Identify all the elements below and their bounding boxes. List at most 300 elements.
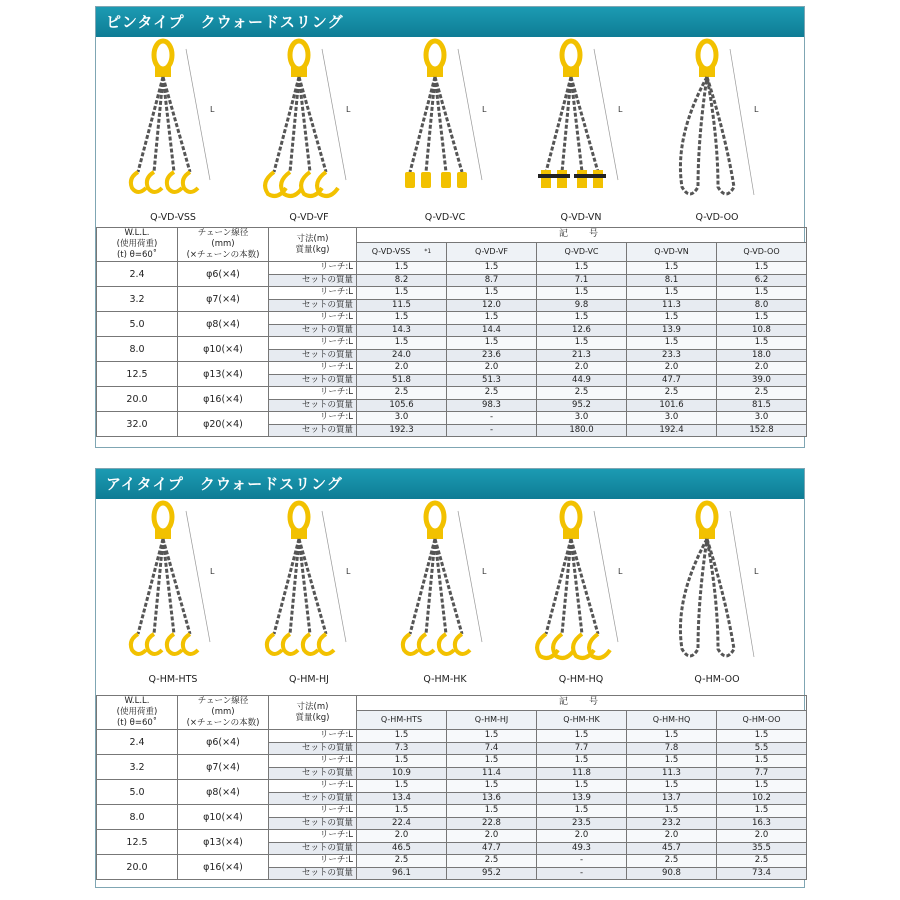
reach-label: リーチ:L	[269, 412, 357, 425]
hook	[167, 172, 182, 192]
chain-loop	[707, 77, 734, 194]
reach-label: リーチ:L	[269, 262, 357, 275]
hook	[455, 634, 470, 654]
reach-value: 1.5	[627, 287, 717, 300]
header-text: チェーン線径	[197, 228, 249, 238]
coupler	[563, 67, 579, 77]
reach-value: 1.5	[447, 780, 537, 793]
chain-leg	[410, 539, 435, 634]
mass-label: セットの質量	[269, 867, 357, 880]
mass-value: 22.4	[357, 817, 447, 830]
dimension-label: L	[346, 567, 351, 576]
table-row	[97, 780, 807, 793]
mass-value: 35.5	[717, 842, 807, 855]
reach-value: 1.5	[717, 780, 807, 793]
hook	[553, 634, 574, 658]
reach-value: 2.5	[447, 855, 537, 868]
header-text: (t) θ=60˚	[116, 718, 158, 728]
dimension-line	[322, 511, 346, 642]
coupler	[155, 529, 171, 539]
reach-value: 1.5	[357, 755, 447, 768]
model-caption: Q-HM-HQ	[558, 674, 604, 685]
sling-illustration	[662, 499, 772, 674]
reach-value: 1.5	[447, 287, 537, 300]
chain-value: φ10(×4)	[178, 337, 269, 362]
chain-value: φ7(×4)	[178, 287, 269, 312]
model-header	[447, 710, 537, 729]
dimension-line	[322, 49, 346, 180]
table-row	[97, 755, 807, 768]
coupler	[427, 529, 443, 539]
mass-value: 11.8	[537, 767, 627, 780]
reach-label: リーチ:L	[269, 312, 357, 325]
mass-value: 180.0	[537, 424, 627, 437]
reach-value: 1.5	[627, 730, 717, 743]
mass-value: 13.7	[627, 792, 717, 805]
symbol-header: 記 号	[357, 696, 807, 711]
coupler	[427, 67, 443, 77]
header-text: (mm)	[211, 707, 235, 717]
model-caption: Q-VD-VSS	[150, 212, 196, 223]
hook	[131, 634, 146, 654]
section-title: ピンタイプ クウォードスリング	[96, 7, 804, 37]
chain-loop	[680, 539, 707, 656]
reach-label: リーチ:L	[269, 387, 357, 400]
mass-value: 47.7	[627, 374, 717, 387]
clamp	[593, 170, 603, 188]
model-caption: Q-HM-HTS	[148, 674, 198, 685]
table-row	[97, 730, 807, 743]
mass-value: 12.0	[447, 299, 537, 312]
model-caption: Q-HM-HK	[423, 674, 467, 685]
master-link	[290, 41, 308, 69]
mass-value: 13.4	[357, 792, 447, 805]
wll-header	[97, 228, 178, 262]
product-image	[254, 37, 364, 227]
mass-value: 51.3	[447, 374, 537, 387]
header-text: (×チェーンの本数)	[186, 718, 260, 728]
reach-value: 1.5	[357, 287, 447, 300]
chain-value: φ6(×4)	[178, 262, 269, 287]
reach-value: 1.5	[357, 780, 447, 793]
dimension-line	[186, 511, 210, 642]
reach-value: 2.0	[537, 830, 627, 843]
model-caption: Q-VD-VC	[424, 212, 466, 223]
mass-value: 23.5	[537, 817, 627, 830]
chain-leg	[138, 539, 163, 634]
hook	[439, 634, 454, 654]
model-name: Q-VD-VF	[474, 247, 509, 257]
section-title: アイタイプ クウォードスリング	[96, 469, 804, 499]
sling-illustration	[390, 499, 500, 674]
hook	[283, 634, 298, 654]
reach-value: 1.5	[537, 287, 627, 300]
mass-value: 18.0	[717, 349, 807, 362]
reach-value: 1.5	[447, 262, 537, 275]
hook	[281, 172, 302, 196]
reach-value: 2.0	[627, 362, 717, 375]
mass-value: 21.3	[537, 349, 627, 362]
reach-value: 1.5	[357, 312, 447, 325]
dimension-header	[269, 228, 357, 262]
reach-value: 1.5	[627, 262, 717, 275]
hook	[319, 634, 334, 654]
dimension-line	[186, 49, 210, 180]
model-name: Q-HM-HTS	[380, 715, 423, 725]
reach-label: リーチ:L	[269, 780, 357, 793]
mass-value: 95.2	[537, 399, 627, 412]
mass-value: 73.4	[717, 867, 807, 880]
header-text: W.L.L.	[124, 696, 150, 706]
reach-label: リーチ:L	[269, 730, 357, 743]
footnote-mark: *1	[424, 248, 432, 256]
model-caption: Q-VD-VN	[560, 212, 602, 223]
table-row	[97, 262, 807, 275]
reach-value: 2.0	[357, 362, 447, 375]
header-text: (使用荷重)	[116, 239, 158, 249]
reach-value: 1.5	[717, 805, 807, 818]
mass-value: 46.5	[357, 842, 447, 855]
reach-value: 1.5	[357, 730, 447, 743]
wll-value: 3.2	[97, 287, 178, 312]
master-link	[562, 503, 580, 531]
reach-value: 1.5	[357, 262, 447, 275]
chain-value: φ16(×4)	[178, 387, 269, 412]
reach-value: 2.0	[717, 362, 807, 375]
chain-leg	[163, 77, 190, 172]
mass-value: 10.2	[717, 792, 807, 805]
wll-value: 2.4	[97, 262, 178, 287]
mass-value: 105.6	[357, 399, 447, 412]
master-link	[154, 41, 172, 69]
reach-value: 1.5	[537, 755, 627, 768]
mass-value: 192.3	[357, 424, 447, 437]
hook	[147, 634, 162, 654]
clevis	[457, 172, 467, 188]
product-image	[526, 499, 636, 689]
mass-value: 8.2	[357, 274, 447, 287]
reach-value: 3.0	[717, 412, 807, 425]
model-header	[627, 710, 717, 729]
chain-leg	[299, 77, 326, 172]
mass-value: 7.7	[537, 742, 627, 755]
mass-value: 12.6	[537, 324, 627, 337]
eye-type-section	[95, 468, 805, 888]
mass-value: 23.2	[627, 817, 717, 830]
mass-value: 44.9	[537, 374, 627, 387]
reach-label: リーチ:L	[269, 287, 357, 300]
clamp	[577, 170, 587, 188]
model-header	[717, 242, 807, 261]
reach-value: 1.5	[447, 312, 537, 325]
product-image	[390, 499, 500, 689]
dimension-line	[458, 511, 482, 642]
mass-value: 23.3	[627, 349, 717, 362]
master-link	[426, 503, 444, 531]
model-name: Q-HM-HQ	[652, 715, 691, 725]
reach-value: 1.5	[357, 337, 447, 350]
model-header	[357, 710, 447, 729]
hook	[303, 634, 318, 654]
table-row	[97, 287, 807, 300]
reach-value: 1.5	[717, 755, 807, 768]
model-name: Q-HM-HK	[563, 715, 600, 725]
reach-value: 1.5	[537, 730, 627, 743]
wll-value: 8.0	[97, 337, 178, 362]
header-text: (使用荷重)	[116, 707, 158, 717]
header-text: (t) θ=60˚	[116, 250, 158, 260]
chain-leg	[571, 77, 598, 172]
chain-leg	[410, 77, 435, 172]
wll-value: 8.0	[97, 805, 178, 830]
dimension-label: L	[754, 105, 759, 114]
reach-value: 2.5	[717, 855, 807, 868]
reach-value: 1.5	[537, 780, 627, 793]
mass-value: 152.8	[717, 424, 807, 437]
table-row	[97, 412, 807, 425]
model-header	[627, 242, 717, 261]
mass-label: セットの質量	[269, 842, 357, 855]
dimension-line	[594, 511, 618, 642]
dimension-label: L	[482, 567, 487, 576]
mass-label: セットの質量	[269, 742, 357, 755]
chain-value: φ20(×4)	[178, 412, 269, 437]
sling-illustration	[390, 37, 500, 212]
reach-value: 1.5	[717, 337, 807, 350]
mass-label: セットの質量	[269, 424, 357, 437]
reach-value: -	[447, 412, 537, 425]
table-row	[97, 337, 807, 350]
reach-label: リーチ:L	[269, 755, 357, 768]
mass-value: -	[537, 867, 627, 880]
mass-value: 11.5	[357, 299, 447, 312]
mass-value: 10.8	[717, 324, 807, 337]
mass-value: 7.8	[627, 742, 717, 755]
table-row	[97, 312, 807, 325]
mass-label: セットの質量	[269, 374, 357, 387]
chain-leg	[274, 77, 299, 172]
product-image	[662, 37, 772, 227]
mass-value: 47.7	[447, 842, 537, 855]
header-text: チェーン線径	[197, 696, 249, 706]
mass-value: -	[447, 424, 537, 437]
header-text: 質量(kg)	[295, 244, 330, 255]
hook	[167, 634, 182, 654]
chain-leg	[546, 539, 571, 634]
reach-value: 1.5	[537, 262, 627, 275]
mass-label: セットの質量	[269, 349, 357, 362]
hook	[317, 172, 338, 196]
reach-value: 1.5	[447, 755, 537, 768]
coupler	[699, 529, 715, 539]
reach-value: 3.0	[627, 412, 717, 425]
mass-value: 101.6	[627, 399, 717, 412]
table-header-row	[97, 696, 807, 711]
chain-value: φ16(×4)	[178, 855, 269, 880]
chain-value: φ13(×4)	[178, 830, 269, 855]
reach-value: 1.5	[717, 312, 807, 325]
reach-label: リーチ:L	[269, 830, 357, 843]
chain-value: φ10(×4)	[178, 805, 269, 830]
model-name: Q-VD-VN	[654, 247, 689, 257]
wll-header	[97, 696, 178, 730]
sling-illustration	[118, 499, 228, 674]
reach-value: 1.5	[627, 337, 717, 350]
chain-leg	[163, 539, 190, 634]
coupler	[563, 529, 579, 539]
product-image	[118, 37, 228, 227]
chain-leg	[299, 539, 326, 634]
pin-type-section	[95, 6, 805, 448]
sling-illustration	[254, 37, 364, 212]
model-header	[537, 242, 627, 261]
reach-value: 2.5	[447, 387, 537, 400]
model-caption: Q-HM-HJ	[289, 674, 329, 685]
table-row	[97, 855, 807, 868]
dimension-label: L	[210, 567, 215, 576]
model-name: Q-HM-OO	[742, 715, 781, 725]
clamp	[557, 170, 567, 188]
spec-table	[96, 695, 807, 880]
reach-value: 2.0	[627, 830, 717, 843]
chain-leg	[435, 539, 462, 634]
wll-value: 5.0	[97, 312, 178, 337]
dimension-label: L	[618, 567, 623, 576]
header-text: (×チェーンの本数)	[186, 250, 260, 260]
mass-value: 7.1	[537, 274, 627, 287]
sling-illustration	[118, 37, 228, 212]
hook	[267, 634, 282, 654]
reach-value: 2.5	[357, 387, 447, 400]
mass-value: 23.6	[447, 349, 537, 362]
hook	[147, 172, 162, 192]
reach-value: 3.0	[537, 412, 627, 425]
table-row	[97, 387, 807, 400]
wll-value: 12.5	[97, 830, 178, 855]
dimension-label: L	[346, 105, 351, 114]
wll-value: 3.2	[97, 755, 178, 780]
mass-label: セットの質量	[269, 817, 357, 830]
wll-value: 12.5	[97, 362, 178, 387]
mass-value: 7.3	[357, 742, 447, 755]
product-image	[526, 37, 636, 227]
reach-value: 2.5	[627, 855, 717, 868]
hook	[589, 634, 610, 658]
dimension-header	[269, 696, 357, 730]
reach-label: リーチ:L	[269, 337, 357, 350]
reach-label: リーチ:L	[269, 805, 357, 818]
master-link	[698, 503, 716, 531]
mass-value: 45.7	[627, 842, 717, 855]
product-image	[118, 499, 228, 689]
master-link	[290, 503, 308, 531]
reach-value: 2.5	[717, 387, 807, 400]
dimension-label: L	[618, 105, 623, 114]
mass-value: 96.1	[357, 867, 447, 880]
chain-value: φ6(×4)	[178, 730, 269, 755]
reach-value: 1.5	[717, 262, 807, 275]
mass-label: セットの質量	[269, 767, 357, 780]
clamp	[541, 170, 551, 188]
coupler	[699, 67, 715, 77]
reach-value: 1.5	[447, 337, 537, 350]
clevis	[441, 172, 451, 188]
dimension-line	[730, 511, 754, 657]
table-row	[97, 830, 807, 843]
mass-value: 98.3	[447, 399, 537, 412]
master-link	[562, 41, 580, 69]
hook	[403, 634, 418, 654]
header-text: 寸法(m)	[296, 701, 329, 712]
hook	[419, 634, 434, 654]
mass-value: 11.3	[627, 767, 717, 780]
reach-value: 1.5	[537, 805, 627, 818]
mass-value: 49.3	[537, 842, 627, 855]
model-header	[537, 710, 627, 729]
chain-header	[178, 696, 269, 730]
reach-value: 1.5	[447, 730, 537, 743]
chain-leg	[571, 539, 598, 634]
dimension-label: L	[210, 105, 215, 114]
product-images	[96, 37, 804, 227]
mass-value: 81.5	[717, 399, 807, 412]
coupler	[155, 67, 171, 77]
reach-label: リーチ:L	[269, 855, 357, 868]
reach-value: 2.5	[537, 387, 627, 400]
clevis	[421, 172, 431, 188]
reach-value: 1.5	[627, 780, 717, 793]
wll-value: 20.0	[97, 387, 178, 412]
mass-label: セットの質量	[269, 792, 357, 805]
header-text: W.L.L.	[124, 228, 150, 238]
product-image	[390, 37, 500, 227]
sling-illustration	[526, 37, 636, 212]
model-name: Q-VD-OO	[743, 247, 780, 257]
header-text: 質量(kg)	[295, 712, 330, 723]
reach-value: 2.5	[357, 855, 447, 868]
mass-value: 16.3	[717, 817, 807, 830]
reach-value: 1.5	[627, 805, 717, 818]
clevis	[405, 172, 415, 188]
wll-value: 2.4	[97, 730, 178, 755]
reach-value: 2.0	[357, 830, 447, 843]
reach-value: 1.5	[537, 312, 627, 325]
master-link	[426, 41, 444, 69]
chain-value: φ8(×4)	[178, 780, 269, 805]
model-caption: Q-VD-VF	[289, 212, 329, 223]
dimension-line	[730, 49, 754, 195]
dimension-line	[458, 49, 482, 180]
mass-value: 13.9	[627, 324, 717, 337]
chain-leg	[138, 77, 163, 172]
wll-value: 20.0	[97, 855, 178, 880]
reach-value: 1.5	[537, 337, 627, 350]
mass-value: 8.7	[447, 274, 537, 287]
clamp-bar	[574, 174, 606, 178]
reach-value: 2.5	[627, 387, 717, 400]
model-header	[357, 242, 447, 261]
master-link	[698, 41, 716, 69]
coupler	[291, 67, 307, 77]
mass-value: 7.4	[447, 742, 537, 755]
mass-label: セットの質量	[269, 324, 357, 337]
mass-value: 11.3	[627, 299, 717, 312]
reach-value: -	[537, 855, 627, 868]
mass-value: 39.0	[717, 374, 807, 387]
model-header	[717, 710, 807, 729]
mass-value: 9.8	[537, 299, 627, 312]
mass-label: セットの質量	[269, 399, 357, 412]
